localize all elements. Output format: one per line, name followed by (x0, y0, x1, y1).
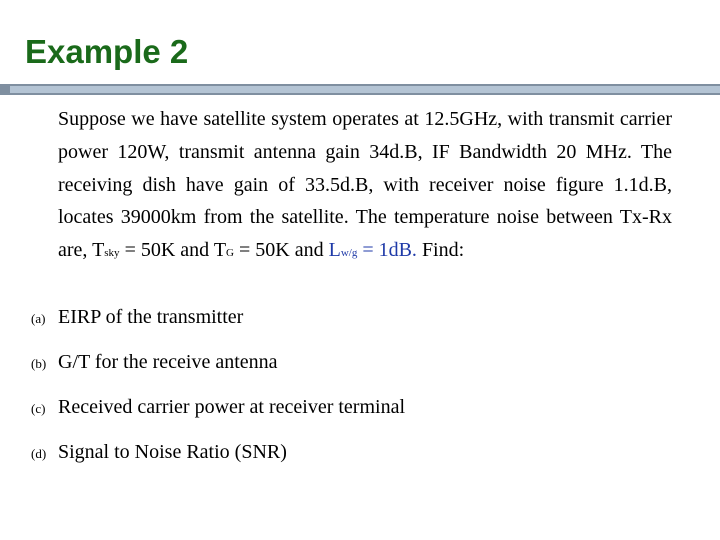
question-text: Received carrier power at receiver terminal (58, 396, 406, 418)
question-text: G/T for the receive antenna (58, 351, 278, 373)
question-item (31, 396, 671, 426)
t-g-symbol: T (213, 239, 227, 262)
question-text: Signal to Noise Ratio (SNR) (58, 441, 287, 463)
l-wg-subscript: w/g (340, 247, 358, 260)
title-divider (0, 84, 720, 95)
statement-text-2: = 50K and (119, 239, 214, 262)
question-label: (d) (31, 446, 47, 461)
t-sky-symbol: T (92, 239, 105, 262)
problem-statement (58, 103, 672, 270)
divider-cap (0, 86, 10, 93)
slide-title: Example 2 (25, 33, 189, 70)
statement-text: Suppose we have satellite system operates at 12.5GHz, with transmit carrier power 120W, transmit antenna gain 34d.B, IF Bandwidth 20 MHz. The receiving dish have gain of 33.5d.B, with receiver noise figure 1.1d.B, locates 39000km from the satellite. The temperature noise between Tx-Rx are, (58, 108, 672, 262)
question-label: (c) (31, 401, 46, 416)
t-g-subscript: G (226, 247, 234, 260)
question-text: EIRP of the transmitter (58, 306, 244, 328)
question-item (31, 351, 671, 381)
l-wg-symbol: L (328, 239, 341, 262)
question-label: (b) (31, 356, 47, 371)
t-sky-subscript: sky (104, 247, 120, 260)
statement-text-3: = 50K and (233, 239, 329, 262)
question-label: (a) (31, 311, 46, 326)
question-item (31, 441, 671, 471)
l-wg-value: = 1dB. (357, 239, 417, 262)
question-item (31, 306, 671, 336)
find-label: Find: (416, 239, 465, 262)
